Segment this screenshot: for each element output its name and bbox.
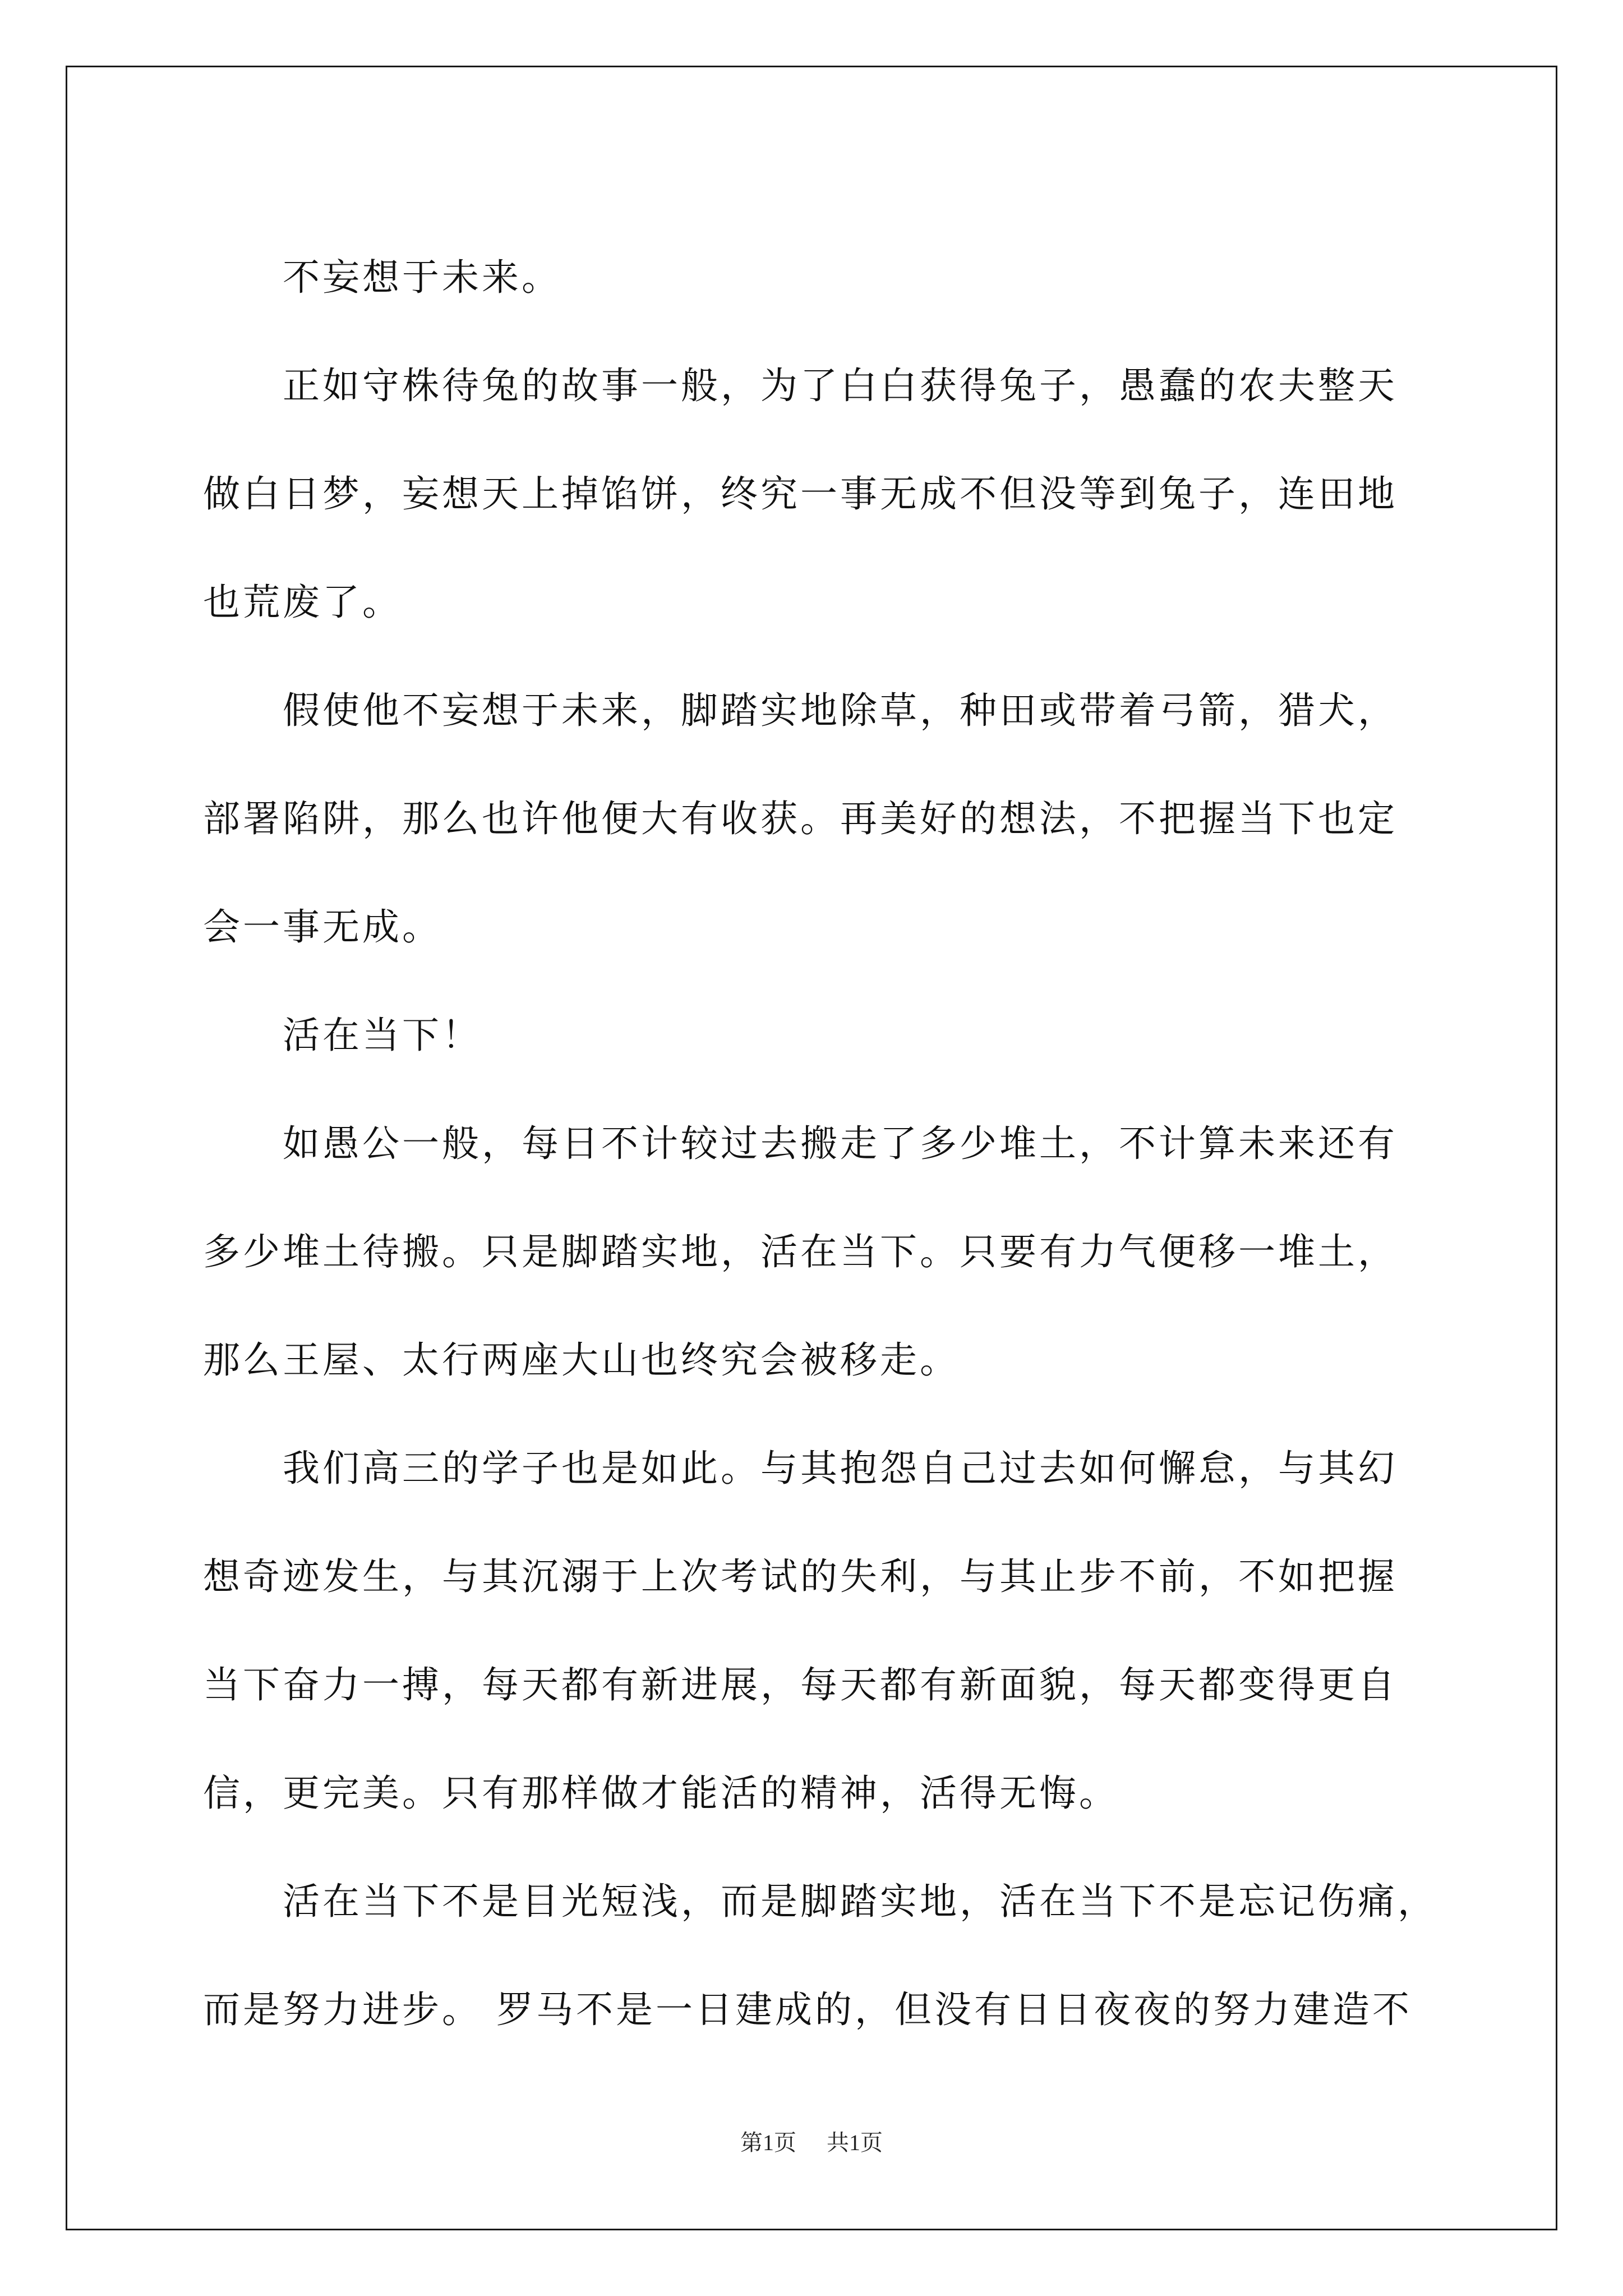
text-line: 想奇迹发生，与其沉溺于上次考试的失利，与其止步不前，不如把握 — [203, 1555, 1398, 1598]
text-line: 当下奋力一搏，每天都有新进展，每天都有新面貌，每天都变得更自 — [203, 1663, 1398, 1706]
page-footer — [0, 2129, 1623, 2157]
text-line: 也荒废了。 — [203, 581, 402, 624]
document-body — [203, 223, 1437, 2064]
text-line: 活在当下！ — [283, 1014, 482, 1057]
text-line: 多少堆土待搬。只是脚踏实地，活在当下。只要有力气便移一堆土， — [203, 1230, 1398, 1273]
text-line: 做白日梦，妄想天上掉馅饼，终究一事无成不但没等到兔子，连田地 — [203, 472, 1398, 516]
text-line: 我们高三的学子也是如此。与其抱怨自己过去如何懈怠，与其幻 — [283, 1447, 1398, 1490]
text-line: 活在当下不是目光短浅，而是脚踏实地，活在当下不是忘记伤痛， — [283, 1880, 1437, 1923]
text-line: 而是努力进步。 罗马不是一日建成的，但没有日日夜夜的努力建造不 — [203, 1988, 1412, 2031]
text-line: 部署陷阱，那么也许他便大有收获。再美好的想法，不把握当下也定 — [203, 797, 1398, 840]
text-line: 那么王屋、太行两座大山也终究会被移走。 — [203, 1338, 960, 1382]
text-line: 正如守株待兔的故事一般，为了白白获得兔子，愚蠢的农夫整天 — [283, 364, 1398, 407]
text-line: 不妄想于未来。 — [283, 256, 561, 299]
text-line: 假使他不妄想于未来，脚踏实地除草，种田或带着弓箭，猎犬， — [283, 689, 1398, 732]
page-number: 第1页 — [740, 2130, 796, 2155]
text-line: 会一事无成。 — [203, 905, 442, 949]
text-line: 如愚公一般，每日不计较过去搬走了多少堆土，不计算未来还有 — [283, 1122, 1398, 1165]
page-total: 共1页 — [827, 2130, 883, 2155]
text-line: 信，更完美。只有那样做才能活的精神，活得无悔。 — [203, 1772, 1119, 1815]
